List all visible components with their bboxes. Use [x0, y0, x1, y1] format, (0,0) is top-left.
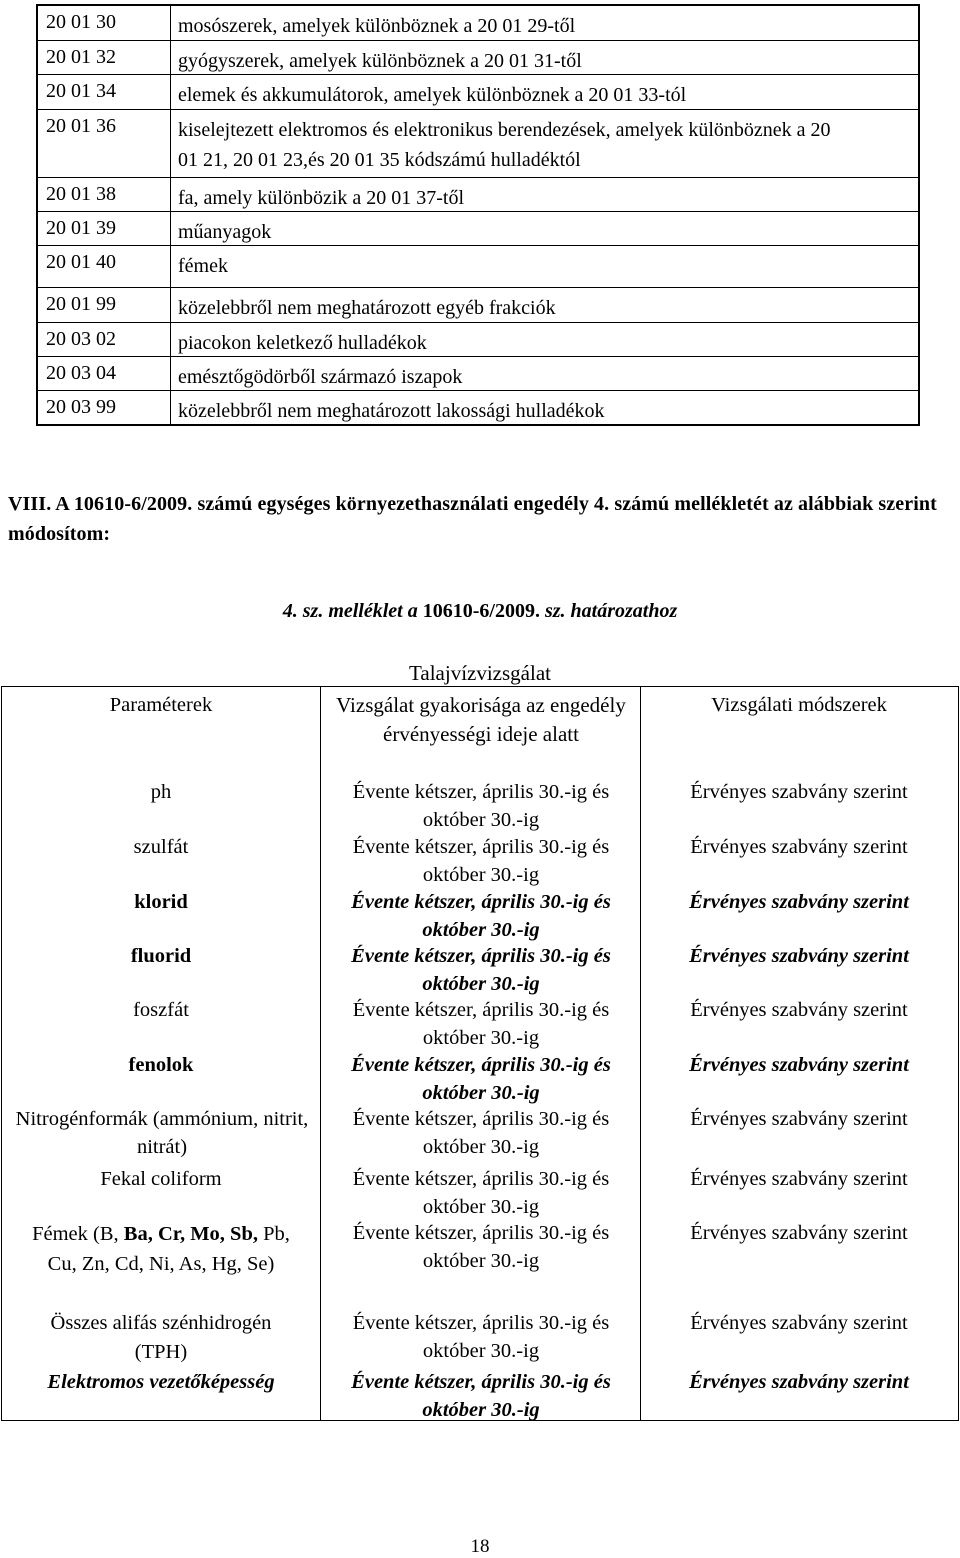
table-row [38, 246, 918, 290]
column-divider [320, 687, 321, 1420]
waste-code: 20 01 36 [46, 115, 116, 137]
waste-code: 20 01 32 [46, 46, 116, 68]
method-cell: Érvényes szabvány szerint [689, 891, 909, 913]
waste-code-table [36, 4, 920, 426]
method-cell: Érvényes szabvány szerint [690, 1312, 908, 1334]
param-elektromos-vezetokepesseg: Elektromos vezetőképesség [47, 1371, 275, 1393]
waste-description: piacokon keletkező hulladékok [178, 332, 427, 354]
waste-code: 20 03 99 [46, 396, 116, 418]
param-femek-part1: Fémek (B, [32, 1223, 124, 1245]
header-frequency: Vizsgálat gyakorisága az engedély érvényességi ideje alatt [336, 693, 626, 746]
waste-code: 20 01 40 [46, 251, 116, 273]
header-methods: Vizsgálati módszerek [711, 694, 887, 716]
table-row [38, 391, 918, 425]
table-row [38, 288, 918, 322]
frequency-cell: Évente kétszer, április 30.-ig és október 30.-ig [352, 1108, 610, 1158]
waste-description: kiselejtezett elektromos és elektronikus berendezések, amelyek különböznek a 20 01 21, 20 01 23,és 20 01 35 kódszámú hulladéktól [178, 119, 831, 171]
param-tph: Összes alifás szénhidrogén (TPH) [50, 1312, 272, 1363]
param-femek-part3: Pb, Cu, Zn, Cd, Ni, As, Hg, Se) [47, 1223, 290, 1275]
table-row [38, 178, 918, 212]
table-row [38, 357, 918, 391]
waste-description: közelebbről nem meghatározott egyéb frakciók [178, 297, 556, 319]
table-row [38, 212, 918, 246]
table-row [38, 6, 918, 40]
method-cell: Érvényes szabvány szerint [689, 1371, 909, 1393]
waste-description: mosószerek, amelyek különböznek a 20 01 29-től [178, 15, 576, 37]
header-parameters: Paraméterek [109, 694, 213, 716]
annex-title-part1: 4. sz. melléklet a [282, 600, 423, 622]
waste-description: gyógyszerek, amelyek különböznek a 20 01 31-től [178, 50, 582, 72]
frequency-cell: Évente kétszer, április 30.-ig és október 30.-ig [351, 891, 611, 941]
waste-description: közelebbről nem meghatározott lakossági hulladékok [178, 400, 605, 422]
param-fluorid: fluorid [130, 945, 192, 967]
param-foszfat: foszfát [133, 999, 189, 1021]
waste-code: 20 01 38 [46, 183, 116, 205]
frequency-cell: Évente kétszer, április 30.-ig és október 30.-ig [352, 781, 610, 831]
param-fekal-coliform: Fekal coliform [100, 1168, 222, 1190]
method-cell: Érvényes szabvány szerint [690, 781, 908, 803]
param-femek [16, 1219, 306, 1279]
annex-title-number: 10610-6/2009. [422, 600, 540, 622]
param-szulfat: szulfát [133, 836, 189, 858]
method-cell: Érvényes szabvány szerint [690, 836, 908, 858]
table-row [38, 323, 918, 357]
waste-code: 20 01 34 [46, 80, 116, 102]
method-cell: Érvényes szabvány szerint [690, 1108, 908, 1130]
waste-code: 20 01 30 [46, 11, 116, 33]
param-nitrogenformak: Nitrogénformák (ammónium, nitrit, nitrát) [15, 1108, 309, 1158]
table-row [38, 41, 918, 75]
frequency-cell: Évente kétszer, április 30.-ig és október 30.-ig [352, 1312, 610, 1362]
table-row [38, 110, 918, 176]
table-caption: Talajvízvizsgálat [409, 661, 551, 685]
annex-title [0, 600, 960, 623]
param-klorid: klorid [134, 891, 188, 913]
waste-code: 20 03 04 [46, 362, 116, 384]
method-cell: Érvényes szabvány szerint [690, 999, 908, 1021]
waste-description: fa, amely különbözik a 20 01 37-től [178, 187, 465, 209]
waste-description: elemek és akkumulátorok, amelyek különböznek a 20 01 33-tól [178, 84, 687, 106]
waste-code: 20 01 99 [46, 293, 116, 315]
frequency-cell: Évente kétszer, április 30.-ig és október 30.-ig [352, 999, 610, 1049]
waste-description: emésztőgödörből származó iszapok [178, 366, 463, 388]
frequency-cell: Évente kétszer, április 30.-ig és október 30.-ig [352, 1168, 610, 1218]
frequency-cell: Évente kétszer, április 30.-ig és október 30.-ig [352, 836, 610, 886]
waste-code: 20 01 39 [46, 217, 116, 239]
frequency-cell: Évente kétszer, április 30.-ig és október 30.-ig [352, 1222, 610, 1272]
waste-code: 20 03 02 [46, 328, 116, 350]
parameter-table [1, 686, 959, 1421]
page-number: 18 [470, 1536, 490, 1557]
section-heading: VIII. A 10610-6/2009. számú egységes környezethasználati engedély 4. számú mellékletét az alábbiak szerint módosítom: [8, 493, 937, 545]
param-femek-part2: Ba, Cr, Mo, Sb, [123, 1223, 258, 1245]
frequency-cell: Évente kétszer, április 30.-ig és október 30.-ig [351, 945, 611, 995]
method-cell: Érvényes szabvány szerint [690, 1168, 908, 1190]
frequency-cell: Évente kétszer, április 30.-ig és október 30.-ig [351, 1371, 611, 1421]
method-cell: Érvényes szabvány szerint [689, 1054, 909, 1076]
waste-description: fémek [178, 255, 228, 277]
frequency-cell: Évente kétszer, április 30.-ig és október 30.-ig [351, 1054, 611, 1104]
waste-description: műanyagok [178, 221, 272, 243]
annex-title-part3: sz. határozathoz [539, 600, 678, 622]
method-cell: Érvényes szabvány szerint [690, 1222, 908, 1244]
method-cell: Érvényes szabvány szerint [689, 945, 909, 967]
param-fenolok: fenolok [128, 1054, 194, 1076]
table-row [38, 75, 918, 109]
param-ph: ph [150, 781, 172, 803]
